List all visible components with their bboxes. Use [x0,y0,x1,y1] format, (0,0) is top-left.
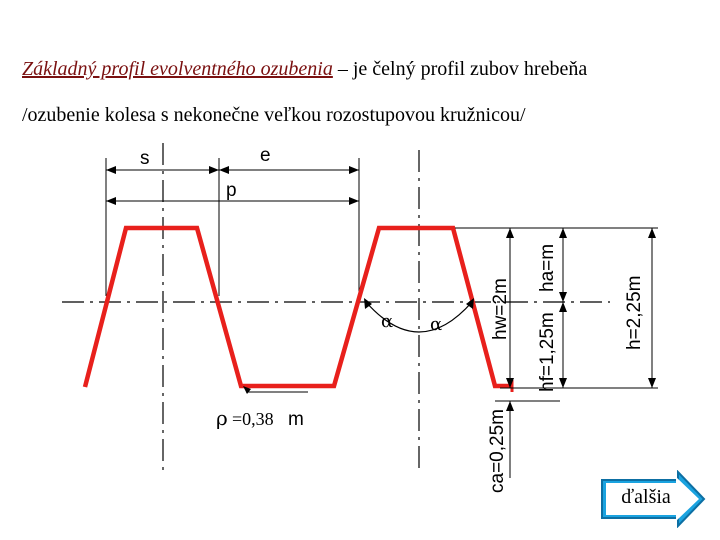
label-p: p [226,180,237,201]
arrowhead [506,228,514,238]
arrowhead [648,228,656,238]
label-rho-value: =0,38 [232,409,274,429]
arrowhead [559,302,567,312]
label-ca: ca=0,25m [487,409,508,493]
next-button-label: ďalšia [621,486,671,508]
label-rho-symbol: ρ [216,406,228,430]
label-hf: hf=1,25m [537,312,558,392]
arrowhead [209,166,219,174]
label-e: e [260,145,271,166]
arrowhead [559,378,567,388]
label-rho-unit: m [288,409,304,430]
arrowhead [349,197,359,205]
arrowhead [349,166,359,174]
arrowhead [559,292,567,302]
arrowhead [106,197,116,205]
term-title: Základný profil evolventného ozubenia [22,58,333,80]
arrowhead [559,228,567,238]
intro-line-1-rest: – je čelný profil zubov hrebeňa [332,58,588,80]
label-hw: hw=2m [490,278,511,340]
label-ha: ha=m [537,243,558,292]
next-button[interactable] [596,470,708,528]
arrowhead [648,378,656,388]
rack-tooth-profile [85,228,512,387]
label-alpha-left: α [381,311,394,332]
label-alpha-right: α [430,314,443,335]
arrowhead [106,166,116,174]
label-h: h=2,25m [624,275,645,350]
label-s: s [140,148,150,169]
intro-line-2: /ozubenie kolesa s nekonečne veľkou rozostupovou kružnicou/ [22,104,526,126]
arrowhead [219,166,229,174]
